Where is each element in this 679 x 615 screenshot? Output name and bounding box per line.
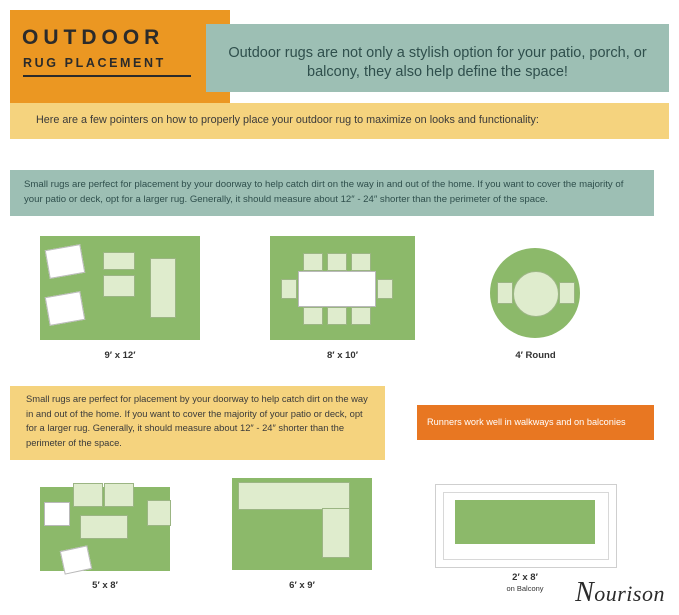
section1-banner-text: Small rugs are perfect for placement by your doorway to help catch dirt on the way in and out of the home. If you want to cover the majority of your patio or deck, opt for a larger rug. Generally, it should measure about 12″ - 24″ shorter than the perimeter of the space. xyxy=(24,179,624,205)
page-title: OUTDOOR xyxy=(22,26,165,49)
section2-yellow-text: Small rugs are perfect for placement by your doorway to help catch dirt on the way in and out of the home. If you want to cover the majority of your patio or deck, opt for a larger rug. Generally, it should measure about 12″ - 24″ shorter than the perimeter of the space. xyxy=(26,393,368,448)
coffee-table xyxy=(80,515,128,539)
chair xyxy=(351,307,371,325)
armchair xyxy=(44,502,70,526)
rug-shape-runner xyxy=(455,500,595,544)
chair xyxy=(559,282,575,304)
caption-2x8-sub: on Balcony xyxy=(506,584,544,593)
armchair xyxy=(45,291,85,326)
brand-logo xyxy=(575,577,665,609)
chair xyxy=(497,282,513,304)
side-chair xyxy=(147,500,171,526)
page-subtitle: RUG PLACEMENT xyxy=(23,56,166,70)
caption-9x12: 9′ x 12′ xyxy=(104,350,136,361)
chair xyxy=(351,253,371,271)
sectional-sofa-top xyxy=(238,482,350,510)
sofa-section xyxy=(73,483,103,507)
chair xyxy=(303,253,323,271)
section2-orange-text: Runners work well in walkways and on balconies xyxy=(427,417,626,427)
caption-4-round: 4′ Round xyxy=(515,350,556,361)
sofa-section xyxy=(104,483,134,507)
sofa xyxy=(150,258,176,318)
chair xyxy=(327,307,347,325)
caption-2x8: 2′ x 8′ xyxy=(512,572,538,583)
title-divider xyxy=(23,75,191,77)
chair xyxy=(303,307,323,325)
side-table xyxy=(103,252,135,270)
chair xyxy=(327,253,347,271)
coffee-table xyxy=(103,275,135,297)
caption-6x9: 6′ x 9′ xyxy=(289,580,315,591)
header-yellow-text: Here are a few pointers on how to properly place your outdoor rug to maximize on looks and functionality: xyxy=(36,114,539,126)
caption-5x8: 5′ x 8′ xyxy=(92,580,118,591)
brand-name: ourison xyxy=(594,581,665,606)
caption-8x10: 8′ x 10′ xyxy=(327,350,358,361)
sectional-sofa-side xyxy=(322,508,350,558)
chair xyxy=(377,279,393,299)
armchair xyxy=(45,244,85,279)
dining-table xyxy=(298,271,376,307)
brand-initial: N xyxy=(575,577,595,608)
round-table xyxy=(513,271,559,317)
chair xyxy=(281,279,297,299)
header-teal-text: Outdoor rugs are not only a stylish option for your patio, porch, or balcony, they also help define the space! xyxy=(228,45,647,80)
